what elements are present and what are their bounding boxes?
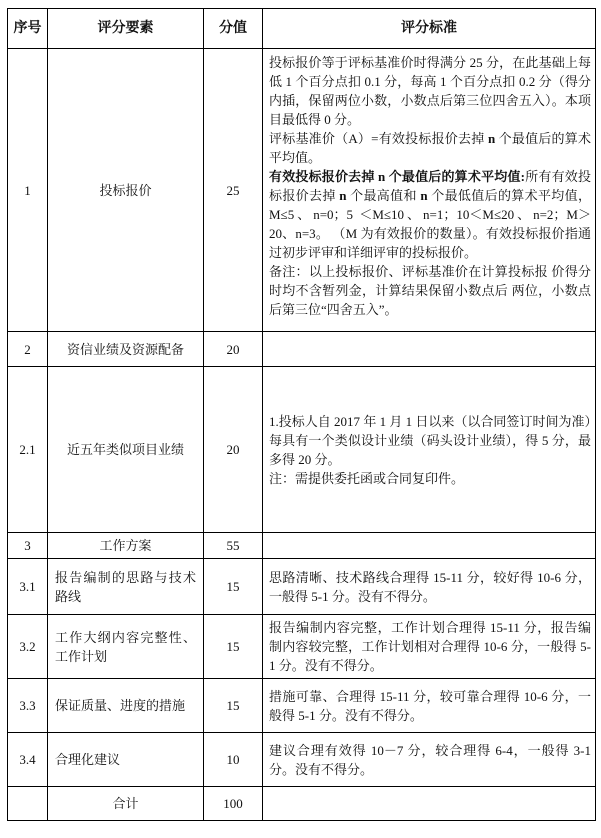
table-row bbox=[8, 679, 596, 733]
criteria-cell bbox=[263, 367, 596, 533]
factor-cell: 投标报价 bbox=[48, 49, 204, 332]
criteria-paragraph: 报告编制内容完整，工作计划合理得 15-11 分，报告编制内容较完整，工作计划相对合理得 10-6 分，一般得 5-1 分。没有不得分。 bbox=[269, 620, 591, 673]
scoring-table bbox=[7, 8, 596, 821]
factor-cell: 近五年类似项目业绩 bbox=[48, 367, 204, 533]
table-row bbox=[8, 615, 596, 679]
row-no-cell: 3.1 bbox=[8, 559, 48, 615]
row-no-cell: 3.4 bbox=[8, 733, 48, 787]
row-no-cell bbox=[8, 787, 48, 821]
row-no-cell: 3 bbox=[8, 533, 48, 559]
criteria-cell bbox=[263, 787, 596, 821]
score-cell: 15 bbox=[204, 679, 263, 733]
factor-cell: 保证质量、进度的措施 bbox=[48, 679, 204, 733]
header-factor: 评分要素 bbox=[48, 9, 204, 49]
factor-cell: 合理化建议 bbox=[48, 733, 204, 787]
criteria-cell bbox=[263, 49, 596, 332]
criteria-paragraph: 投标报价等于评标基准价时得满分 25 分，在此基础上每低 1 个百分点扣 0.1 分，每高 1 个百分点扣 0.2 分（得分内插，保留两位小数，小数点后第三位四舍五入）。本项目最低得 0 分。 bbox=[269, 55, 591, 127]
criteria-cell bbox=[263, 332, 596, 367]
row-no-cell: 2 bbox=[8, 332, 48, 367]
criteria-cell bbox=[263, 615, 596, 679]
row-no-cell: 2.1 bbox=[8, 367, 48, 533]
score-cell: 10 bbox=[204, 733, 263, 787]
criteria-paragraph: 评标基准价（A）=有效投标报价去掉 n 个最值后的算术平均值。 bbox=[269, 131, 591, 165]
table-row bbox=[8, 733, 596, 787]
table-row bbox=[8, 367, 596, 533]
score-cell: 25 bbox=[204, 49, 263, 332]
table-row bbox=[8, 787, 596, 821]
score-cell: 15 bbox=[204, 559, 263, 615]
criteria-cell bbox=[263, 559, 596, 615]
header-no: 序号 bbox=[8, 9, 48, 49]
score-cell: 20 bbox=[204, 332, 263, 367]
score-cell: 55 bbox=[204, 533, 263, 559]
table-header-row bbox=[8, 9, 596, 49]
table-row bbox=[8, 332, 596, 367]
criteria-paragraph: 措施可靠、合理得 15-11 分，较可靠合理得 10-6 分，一般得 5-1 分。没有不得分。 bbox=[269, 688, 591, 723]
score-cell: 100 bbox=[204, 787, 263, 821]
criteria-paragraph: 有效投标报价去掉 n 个最值后的算术平均值:所有有效投标报价去掉 n 个最高值和 n 个最低值后的算术平均值，M≤5、n=0；5 ＜M≤10、n=1；10＜M≤20、n=2；M＞20、n=3。 （M 为有效报价的数量）。有效投标报价指通过初步评审和详细评审的投标报价。 bbox=[269, 169, 591, 260]
factor-cell: 资信业绩及资源配备 bbox=[48, 332, 204, 367]
scoring-table-body bbox=[8, 49, 596, 821]
factor-cell: 合计 bbox=[48, 787, 204, 821]
factor-cell: 报告编制的思路与技术路线 bbox=[48, 559, 204, 615]
criteria-cell bbox=[263, 733, 596, 787]
table-row bbox=[8, 49, 596, 332]
row-no-cell: 3.3 bbox=[8, 679, 48, 733]
header-score: 分值 bbox=[204, 9, 263, 49]
criteria-cell bbox=[263, 533, 596, 559]
criteria-paragraph: 备注：以上投标报价、评标基准价在计算投标报 价得分时均不含暂列金，计算结果保留小数点后 两位，小数点后第三位“四舍五入”。 bbox=[269, 264, 591, 317]
factor-cell: 工作大纲内容完整性、工作计划 bbox=[48, 615, 204, 679]
row-no-cell: 3.2 bbox=[8, 615, 48, 679]
score-cell: 15 bbox=[204, 615, 263, 679]
criteria-paragraph: 注：需提供委托函或合同复印件。 bbox=[269, 470, 465, 486]
table-row bbox=[8, 559, 596, 615]
score-cell: 20 bbox=[204, 367, 263, 533]
criteria-paragraph: 1.投标人自 2017 年 1 月 1 日以来（以合同签订时间为准）每具有一个类似设计业绩（码头设计业绩），得 5 分，最多得 20 分。 bbox=[269, 413, 591, 467]
factor-cell: 工作方案 bbox=[48, 533, 204, 559]
row-no-cell: 1 bbox=[8, 49, 48, 332]
header-criteria: 评分标准 bbox=[263, 9, 596, 49]
criteria-paragraph: 建议合理有效得 10－7 分，较合理得 6-4，一般得 3-1 分。没有不得分。 bbox=[269, 742, 591, 777]
criteria-paragraph: 思路清晰、技术路线合理得 15-11 分，较好得 10-6 分，一般得 5-1 分。没有不得分。 bbox=[269, 569, 591, 604]
criteria-cell bbox=[263, 679, 596, 733]
table-row bbox=[8, 533, 596, 559]
